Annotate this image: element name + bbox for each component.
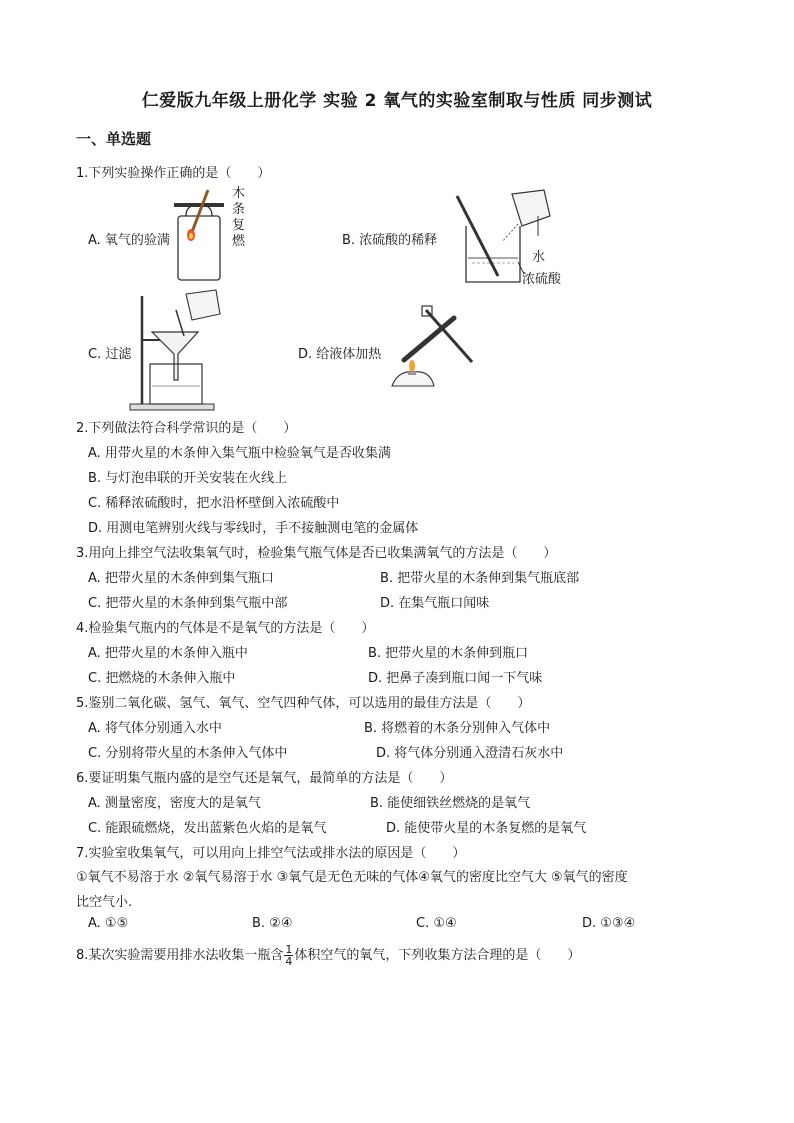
q1-label-char: 燃 bbox=[232, 234, 246, 249]
q8-stem-before: 8.某次实验需要用排水法收集一瓶含 bbox=[76, 948, 284, 963]
q7-option-c[interactable]: C. ①④ bbox=[416, 916, 457, 931]
q1-label-char: 复 bbox=[232, 218, 246, 233]
q5-option-c[interactable]: C. 分别将带火星的木条伸入气体中 bbox=[88, 746, 288, 761]
page-title: 仁爱版九年级上册化学 实验 2 氧气的实验室制取与性质 同步测试 bbox=[141, 91, 653, 111]
question-1-stem: 1.下列实验操作正确的是（ ） bbox=[76, 166, 271, 181]
q4-option-c[interactable]: C. 把燃烧的木条伸入瓶中 bbox=[88, 671, 236, 686]
q2-option-d[interactable]: D. 用测电笔辨别火线与零线时，手不接触测电笔的金属体 bbox=[88, 521, 419, 536]
q8-fraction bbox=[284, 944, 293, 967]
question-7-statements-continued: 比空气小. bbox=[76, 895, 133, 910]
q2-option-b[interactable]: B. 与灯泡串联的开关安装在火线上 bbox=[88, 471, 288, 486]
q7-option-d[interactable]: D. ①③④ bbox=[582, 916, 636, 931]
q5-option-a[interactable]: A. 将气体分别通入水中 bbox=[88, 721, 222, 736]
q1-label-char: 条 bbox=[232, 202, 246, 217]
q1-option-a[interactable]: A. 氧气的验满 bbox=[88, 233, 170, 248]
question-6-stem: 6.要证明集气瓶内盛的是空气还是氧气，最简单的方法是（ ） bbox=[76, 771, 453, 786]
question-7-statements: ①氧气不易溶于水 ②氧气易溶于水 ③氧气是无色无味的气体④氧气的密度比空气大 ⑤氧气的密度 bbox=[76, 870, 628, 885]
q1-option-b[interactable]: B. 浓硫酸的稀释 bbox=[342, 233, 438, 248]
q6-option-d[interactable]: D. 能使带火星的木条复燃的是氧气 bbox=[386, 821, 587, 836]
q8-fraction-denominator: 4 bbox=[285, 955, 293, 968]
q6-option-b[interactable]: B. 能使细铁丝燃烧的是氧气 bbox=[370, 796, 531, 811]
q1-label-char: 木 bbox=[232, 186, 246, 201]
q1-figure-label-water: 水 bbox=[532, 250, 546, 265]
q2-option-c[interactable]: C. 稀释浓硫酸时，把水沿杯壁倒入浓硫酸中 bbox=[88, 496, 340, 511]
question-4-stem: 4.检验集气瓶内的气体是不是氧气的方法是（ ） bbox=[76, 621, 375, 636]
q4-option-b[interactable]: B. 把带火星的木条伸到瓶口 bbox=[368, 646, 529, 661]
q3-option-d[interactable]: D. 在集气瓶口闻味 bbox=[380, 596, 490, 611]
q7-option-a[interactable]: A. ①⑤ bbox=[88, 916, 129, 931]
q5-option-b[interactable]: B. 将燃着的木条分别伸入气体中 bbox=[364, 721, 551, 736]
question-5-stem: 5.鉴别二氧化碳、氢气、氧气、空气四种气体，可以选用的最佳方法是（ ） bbox=[76, 696, 531, 711]
q1-figure-label-acid: 浓硫酸 bbox=[522, 272, 562, 287]
q3-option-c[interactable]: C. 把带火星的木条伸到集气瓶中部 bbox=[88, 596, 288, 611]
q6-option-c[interactable]: C. 能跟硫燃烧，发出蓝紫色火焰的是氧气 bbox=[88, 821, 327, 836]
question-3-stem: 3.用向上排空气法收集氧气时，检验集气瓶气体是否已收集满氧气的方法是（ ） bbox=[76, 546, 557, 561]
q5-option-d[interactable]: D. 将气体分别通入澄清石灰水中 bbox=[376, 746, 564, 761]
q4-option-d[interactable]: D. 把鼻子凑到瓶口闻一下气味 bbox=[368, 671, 543, 686]
section-heading: 一、单选题 bbox=[76, 130, 152, 148]
q1-option-d[interactable]: D. 给液体加热 bbox=[298, 347, 382, 362]
q2-option-a[interactable]: A. 用带火星的木条伸入集气瓶中检验氧气是否收集满 bbox=[88, 446, 391, 461]
filtration-figure bbox=[128, 290, 228, 412]
question-7-stem: 7.实验室收集氧气，可以用向上排空气法或排水法的原因是（ ） bbox=[76, 846, 466, 861]
q8-stem-after: 体积空气的氧气，下列收集方法合理的是（ ） bbox=[294, 948, 581, 963]
question-2-stem: 2.下列做法符合科学常识的是（ ） bbox=[76, 421, 297, 436]
q4-option-a[interactable]: A. 把带火星的木条伸入瓶中 bbox=[88, 646, 248, 661]
q7-option-b[interactable]: B. ②④ bbox=[252, 916, 293, 931]
q6-option-a[interactable]: A. 测量密度，密度大的是氧气 bbox=[88, 796, 261, 811]
q3-option-a[interactable]: A. 把带火星的木条伸到集气瓶口 bbox=[88, 571, 274, 586]
q8-fraction-numerator: 1 bbox=[285, 943, 293, 956]
q1-option-c[interactable]: C. 过滤 bbox=[88, 347, 132, 362]
q1-figure-label-a bbox=[232, 186, 245, 250]
q3-option-b[interactable]: B. 把带火星的木条伸到集气瓶底部 bbox=[380, 571, 580, 586]
test-tube-heating-figure bbox=[384, 300, 480, 400]
question-8-stem bbox=[76, 944, 580, 967]
